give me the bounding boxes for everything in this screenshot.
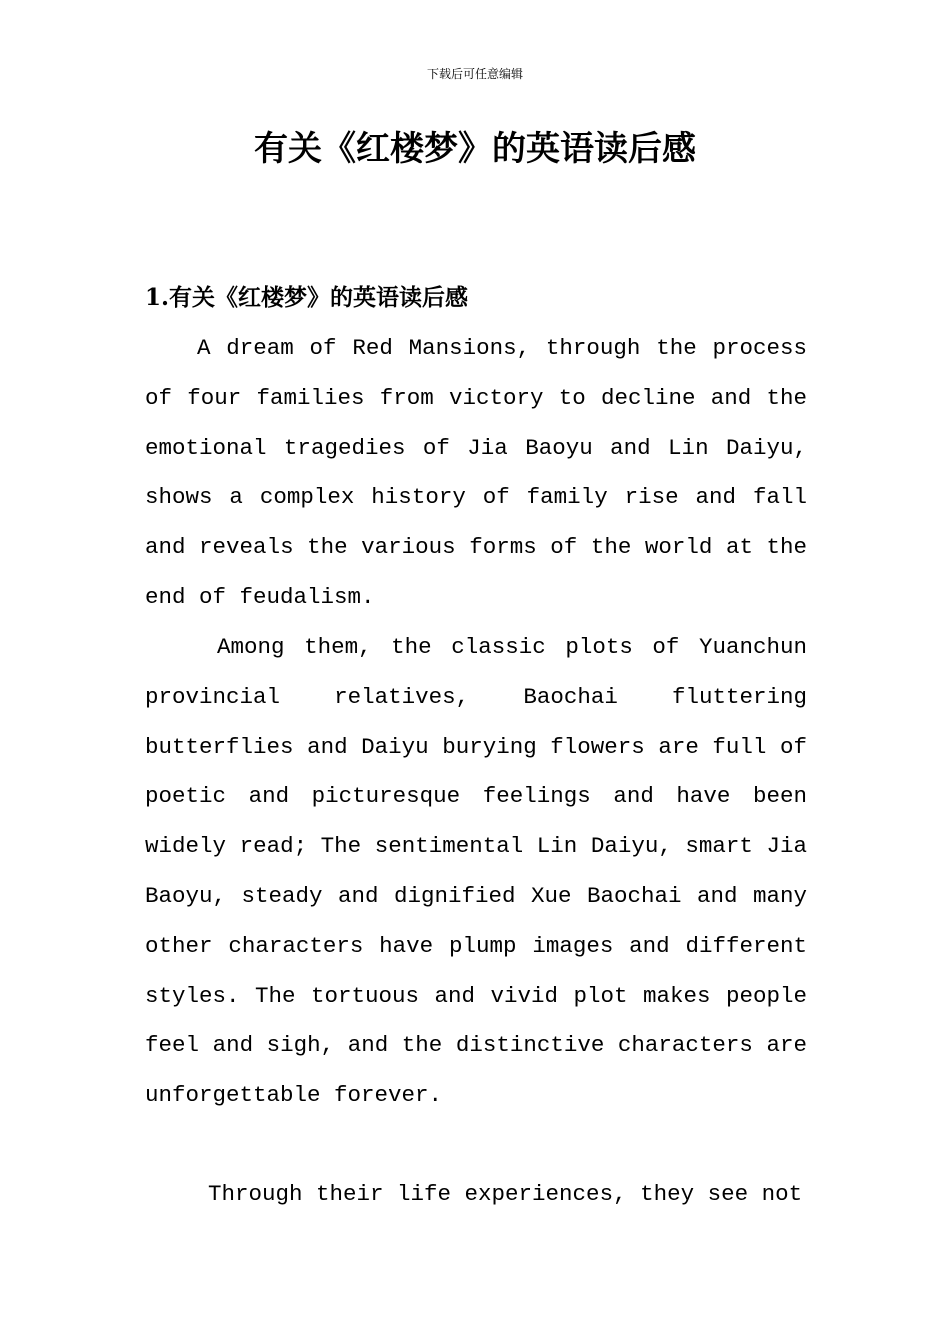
document-title: 有关《红楼梦》的英语读后感 <box>254 129 696 169</box>
section-heading: 1.有关《红楼梦》的英语读后感 <box>145 284 469 311</box>
paragraph-1: A dream of Red Mansions, through the process of four families from victory to decline and the emotional tragedies of Jia Baoyu and Lin Daiyu, shows a complex history of family rise and fall and reveals the various forms of the world at the end of feudalism. <box>145 335 807 610</box>
header-note: 下载后可任意编辑 <box>426 67 523 81</box>
paragraph-2: Among them, the classic plots of Yuanchun provincial relatives, Baochai fluttering butterflies and Daiyu burying flowers are full of poetic and picturesque feelings and have been widely read; The sentimental Lin Daiyu, smart Jia Baoyu, steady and dignified Xue Baochai and many other characters have plump images and different styles. The tortuous and vivid plot makes people feel and sigh, and the distinctive characters are unforgettable forever. <box>145 634 807 1109</box>
paragraph-3: Through their life experiences, they see not <box>208 1181 803 1207</box>
